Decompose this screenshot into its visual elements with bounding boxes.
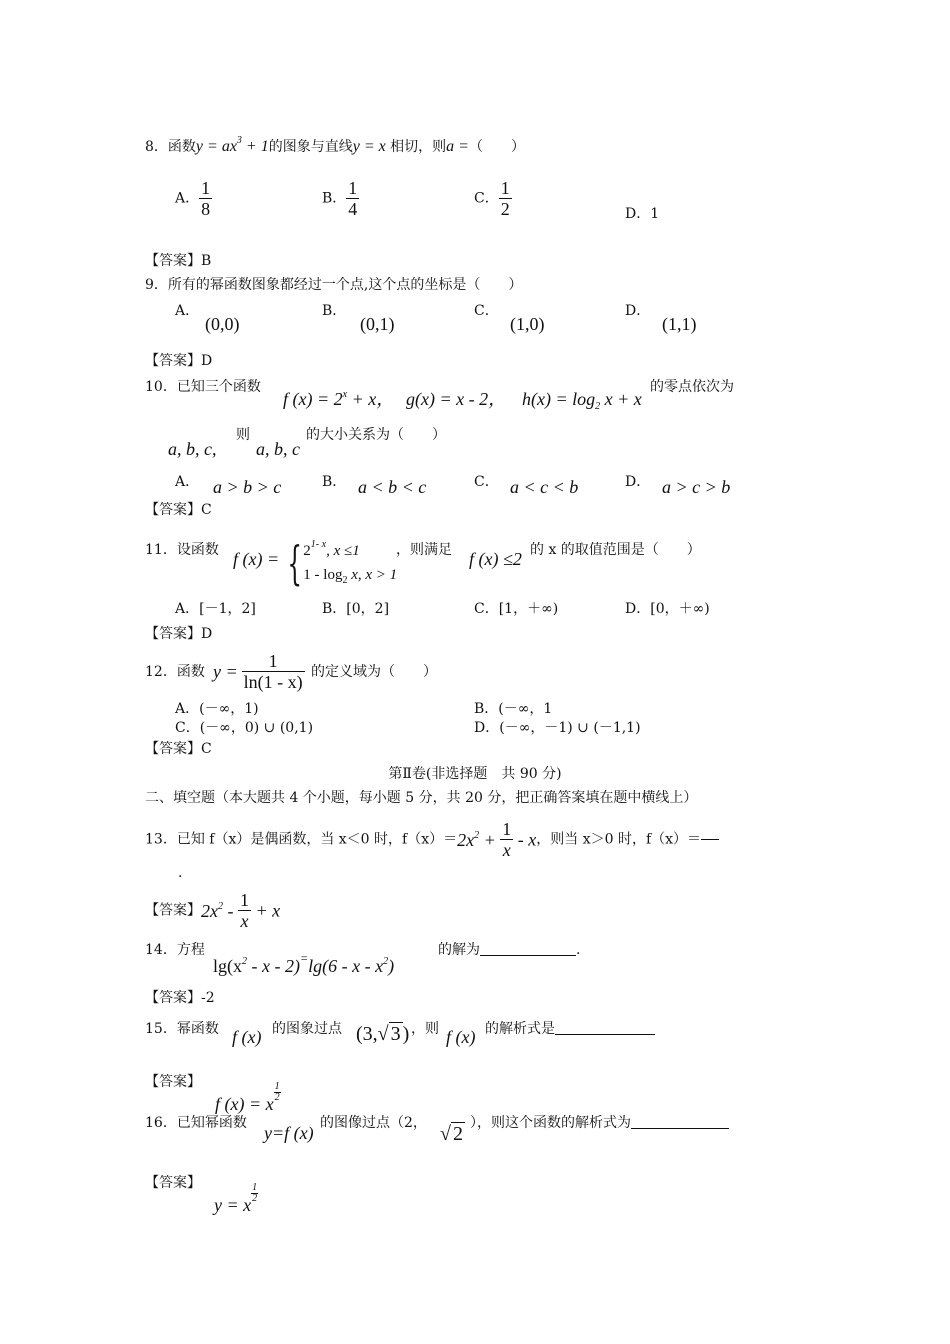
q12-stem: 12．函数: [145, 664, 205, 680]
q11-case-1: 2$^{1- x}$, x ≤1: [303, 539, 360, 559]
q11-f: f (x) =: [233, 549, 280, 569]
q16-question: ），则这个函数的解析式为: [470, 1116, 729, 1130]
q9-option-b-value: (0,1): [360, 314, 395, 334]
fraction: $\frac{1}{2}$: [500, 178, 510, 219]
q11-stem: 11．设函数: [145, 542, 219, 558]
q9-answer: 【答案】D: [145, 353, 213, 369]
q14-answer: 【答案】-2: [145, 990, 215, 1006]
q11-option-c: C．[1，＋∞): [474, 601, 559, 617]
part2-title: 第Ⅱ卷(非选择题 共 90 分): [388, 766, 562, 782]
q15-point: (3,√ 3 ): [356, 1023, 410, 1045]
q10-h: $h(x) = \log_2 x + x$: [522, 389, 642, 412]
q10-then: 则: [236, 427, 250, 443]
q11-case-2: $1 - \log_2 x$, x > 1: [303, 567, 398, 586]
q13-dot: .: [178, 865, 183, 881]
q10-g: g(x) = x - 2，: [406, 389, 507, 409]
fraction: $\frac{1}{x}$: [240, 890, 249, 931]
q16-passes: 的图像过点（2，: [320, 1115, 427, 1131]
answer-blank[interactable]: [631, 1128, 729, 1129]
fraction: $\frac{1}{8}$: [201, 178, 211, 219]
q9-option-c-value: (1,0): [510, 314, 545, 334]
q15-answer: f (x) = x $\frac{1}{2}$: [215, 1081, 280, 1114]
q8-number: 8．: [145, 139, 168, 155]
q14-equation: $\lg(x^2$ - x - 2)=lg(6 - x - $x^2$): [213, 951, 395, 976]
q16-stem: 16．已知幂函数: [145, 1115, 247, 1131]
q8-answer: 【答案】B: [145, 253, 212, 269]
q12-option-d: D．(－∞，－1) ∪ (－1,1): [474, 720, 641, 736]
q12-option-a: A．(－∞，1): [175, 701, 259, 717]
q8-line: y = x: [352, 138, 386, 155]
q15-answer-label: 【答案】: [145, 1074, 201, 1090]
fraction: $\frac{1}{x}$: [502, 819, 512, 860]
q9-option-a-value: (0,0): [205, 314, 240, 334]
q10-option-c: C．: [474, 474, 499, 490]
fraction: $\frac{1}{2}$: [252, 1182, 258, 1204]
section-heading: 二、填空题（本大题共 4 个小题，每小题 5 分，共 20 分，把正确答案填在题中横线上）: [145, 790, 698, 806]
q11-option-b: B．[0，2]: [322, 601, 390, 617]
q10-vars: a, b, c,: [168, 439, 217, 459]
q10-option-a-value: a > b > c: [213, 477, 282, 497]
q11-option-a: A．[－1，2]: [175, 601, 256, 617]
q10-option-a: A．: [175, 474, 200, 490]
q15-f: f (x): [232, 1027, 262, 1047]
q10-vars2: a, b, c: [256, 439, 300, 459]
q11-answer: 【答案】D: [145, 626, 213, 642]
q10-f: f $(x) = 2^x + x$，: [283, 389, 395, 409]
q9-option-d-value: (1,1): [662, 314, 697, 334]
q10-answer: 【答案】C: [145, 502, 212, 518]
q14-stem: 14．方程: [145, 942, 205, 958]
q16-f: y=f (x): [264, 1123, 314, 1143]
q11-then: ，则满足: [396, 542, 452, 558]
q10-option-c-value: a < c < b: [510, 477, 579, 497]
q10-option-d-value: a > c > b: [662, 477, 731, 497]
q15-question: 的解析式是: [485, 1022, 655, 1036]
q11-question: 的 x 的取值范围是（ ）: [530, 542, 701, 558]
q9-option-c: C．: [474, 303, 499, 319]
q12-option-b: B．(－∞，1: [474, 701, 553, 717]
q13-expr: $2x^2$ +: [457, 829, 501, 850]
fraction: $\frac{1}{\ln(1 - x)}$: [243, 651, 303, 692]
q10-stem-tail: 的零点依次为: [650, 379, 734, 395]
q12-question: 的定义域为（ ）: [311, 664, 437, 680]
q14-tail: 的解为 .: [438, 942, 581, 958]
q11-piecewise: [280, 533, 397, 593]
answer-blank[interactable]: [480, 955, 576, 956]
q10-stem: 10．已知三个函数: [145, 379, 261, 395]
q10-option-d: D．: [625, 474, 651, 490]
q8-option-b: B． $\frac{1}{4}$: [322, 178, 358, 219]
q10-option-b: B．: [322, 474, 347, 490]
q11-cond: f (x) ≤2: [469, 549, 522, 569]
q9-option-a: A．: [175, 303, 200, 319]
q16-answer-label: 【答案】: [145, 1175, 201, 1191]
q15-stem: 15．幂函数: [145, 1021, 219, 1037]
answer-blank[interactable]: [555, 1034, 655, 1035]
q15-f2: f (x): [446, 1027, 476, 1047]
q13-answer: 【答案】$2x^2$ - $\frac{1}{x}$ + x: [145, 890, 281, 931]
q8-option-a: A． $\frac{1}{8}$: [175, 178, 211, 219]
q8-var: a =: [446, 138, 469, 155]
q15-then: ，则: [411, 1021, 439, 1037]
answer-blank[interactable]: [701, 839, 719, 840]
q9-stem: 9．所有的幂函数图象都经过一个点,这个点的坐标是（ ）: [145, 277, 523, 293]
q8-option-c: C． $\frac{1}{2}$: [474, 178, 510, 219]
q10-option-b-value: a < b < c: [358, 477, 427, 497]
q10-question: 的大小关系为（ ）: [306, 427, 446, 443]
q8-stem: 8．函数$y = ax^3 + 1$的图象与直线y = x 相切，则a =（ ）: [145, 135, 525, 155]
fraction: $\frac{1}{2}$: [274, 1081, 280, 1103]
q13-stem: 13．已知 f（x）是偶函数，当 x＜0 时，$f(x)=2x^2$ + $\frac{1}{x}$ - x，则当 x＞0 时，f（x）＝: [145, 819, 719, 860]
q12-answer: 【答案】C: [145, 741, 212, 757]
q16-answer: y = x $\frac{1}{2}$: [214, 1182, 258, 1215]
q15-passes: 的图象过点: [272, 1021, 342, 1037]
q12-func: y = $\frac{1}{\ln(1 - x)}$: [213, 651, 303, 692]
q8-func: $y = ax^3 + 1$: [195, 135, 269, 155]
brace-icon: {: [287, 536, 302, 590]
q8-option-d: D．1: [625, 206, 660, 222]
fraction: $\frac{1}{4}$: [348, 178, 358, 219]
q16-root: √ 2: [440, 1123, 463, 1145]
q12-option-c: C．(－∞，0) ∪ (0,1): [175, 720, 314, 736]
q11-option-d: D．[0，＋∞): [625, 601, 710, 617]
q9-option-d: D．: [625, 303, 651, 319]
q9-option-b: B．: [322, 303, 347, 319]
